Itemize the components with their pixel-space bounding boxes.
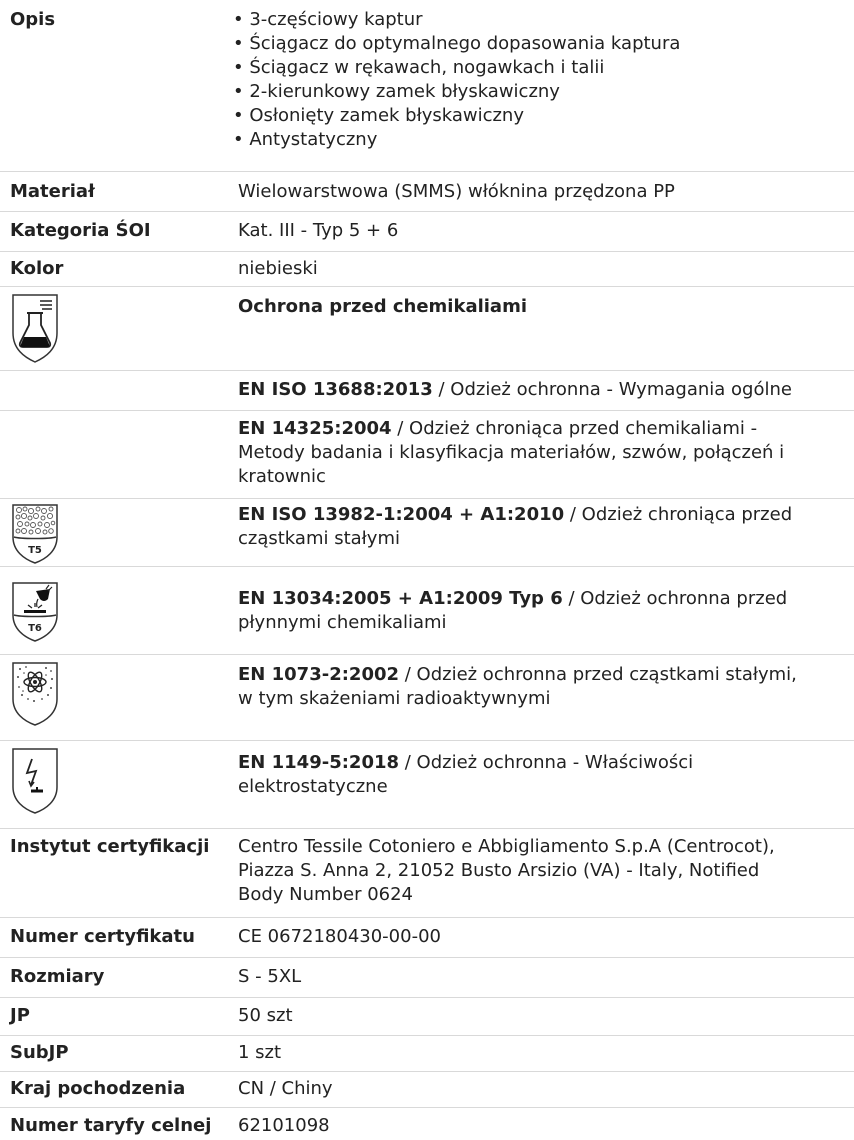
std2-text xyxy=(238,417,848,489)
std5-text xyxy=(238,663,848,711)
opis-list xyxy=(233,8,848,152)
label-subjp: SubJP xyxy=(10,1042,69,1063)
label-jp: JP xyxy=(10,1005,30,1026)
list-item: • Antystatyczny xyxy=(233,129,378,150)
value-kraj: CN / Chiny xyxy=(238,1078,333,1099)
row-kolor xyxy=(0,252,854,287)
std-desc: / Odzież ochronna przed xyxy=(562,588,788,609)
std1-text xyxy=(238,378,848,402)
row-std1 xyxy=(0,371,854,411)
row-taryfa xyxy=(0,1108,854,1140)
std-desc-line: w tym skażeniami radioaktywnymi xyxy=(238,688,551,709)
value-material: Wielowarstwowa (SMMS) włóknina przędzona PP xyxy=(238,181,675,202)
value-numer: CE 0672180430-00-00 xyxy=(238,926,441,947)
row-instytut xyxy=(0,829,854,918)
value-rozmiary: S - 5XL xyxy=(238,966,302,987)
value-kategoria: Kat. III - Typ 5 + 6 xyxy=(238,220,399,241)
std-desc: / Odzież chroniąca przed xyxy=(564,504,793,525)
row-opis xyxy=(0,0,854,172)
chemical-flask-shield-icon xyxy=(10,293,60,355)
label-rozmiary: Rozmiary xyxy=(10,966,105,987)
std-desc: / Odzież ochronna - Wymagania ogólne xyxy=(432,379,792,400)
row-numer xyxy=(0,918,854,958)
std-desc: / Odzież ochronna przed cząstkami stałymi, xyxy=(399,664,797,685)
liquid-splash-t6-shield-icon xyxy=(10,581,60,643)
label-instytut: Instytut certyfikacji xyxy=(10,836,210,857)
row-kraj xyxy=(0,1072,854,1108)
label-taryfa: Numer taryfy celnej xyxy=(10,1115,212,1136)
chem-protection-title: Ochrona przed chemikaliami xyxy=(238,296,528,317)
std-code: EN 1149-5:2018 xyxy=(238,752,400,773)
std-desc: / Odzież chroniąca przed chemikaliami - xyxy=(391,418,758,439)
particles-t5-shield-icon xyxy=(10,503,60,565)
list-item: • 2-kierunkowy zamek błyskawiczny xyxy=(233,81,560,102)
label-material: Materiał xyxy=(10,181,95,202)
row-subjp xyxy=(0,1036,854,1072)
std6-text xyxy=(238,751,848,799)
value-subjp: 1 szt xyxy=(238,1042,282,1063)
std-desc-line: Metody badania i klasyfikacja materiałów, szwów, połączeń i xyxy=(238,442,785,463)
antistatic-shield-icon xyxy=(10,747,60,809)
std-code: EN 14325:2004 xyxy=(238,418,392,439)
value-taryfa: 62101098 xyxy=(238,1115,330,1136)
label-opis: Opis xyxy=(10,9,56,30)
row-std3 xyxy=(0,499,854,567)
std-code: EN ISO 13982-1:2004 + A1:2010 xyxy=(238,504,565,525)
std-desc-line: płynnymi chemikaliami xyxy=(238,612,447,633)
value-kolor: niebieski xyxy=(238,258,318,279)
list-item: • Ściągacz w rękawach, nogawkach i talii xyxy=(233,57,605,78)
list-item: • Ściągacz do optymalnego dopasowania kaptura xyxy=(233,33,681,54)
std-code: EN ISO 13688:2013 xyxy=(238,379,433,400)
row-kategoria xyxy=(0,212,854,252)
list-item: • Osłonięty zamek błyskawiczny xyxy=(233,105,524,126)
row-rozmiary xyxy=(0,958,854,998)
std-desc: / Odzież ochronna - Właściwości xyxy=(399,752,694,773)
std3-text xyxy=(238,503,848,551)
row-std6 xyxy=(0,741,854,829)
std-desc-line: elektrostatyczne xyxy=(238,776,388,797)
svg-text:T6: T6 xyxy=(28,623,42,634)
label-kolor: Kolor xyxy=(10,258,64,279)
std-desc-line: kratownic xyxy=(238,466,326,487)
label-numer: Numer certyfikatu xyxy=(10,926,195,947)
value-instytut: Centro Tessile Cotoniero e Abbigliamento S.p.A (Centrocot), Piazza S. Anna 2, 21052 Busto Arsizio (VA) - Italy, Notified Body Number 0624 xyxy=(238,836,775,905)
value-jp: 50 szt xyxy=(238,1005,293,1026)
label-kraj: Kraj pochodzenia xyxy=(10,1078,186,1099)
row-jp xyxy=(0,998,854,1036)
std-code: EN 13034:2005 + A1:2009 Typ 6 xyxy=(238,588,563,609)
row-std2 xyxy=(0,411,854,499)
row-material xyxy=(0,172,854,212)
row-std4 xyxy=(0,567,854,655)
std-desc-line: cząstkami stałymi xyxy=(238,528,400,549)
row-chem xyxy=(0,287,854,371)
radioactive-particles-shield-icon xyxy=(10,661,60,723)
label-kategoria: Kategoria ŚOI xyxy=(10,220,151,241)
row-std5 xyxy=(0,655,854,741)
svg-text:T5: T5 xyxy=(28,545,42,556)
std4-text xyxy=(238,587,848,635)
list-item: • 3-częściowy kaptur xyxy=(233,9,423,30)
std-code: EN 1073-2:2002 xyxy=(238,664,400,685)
